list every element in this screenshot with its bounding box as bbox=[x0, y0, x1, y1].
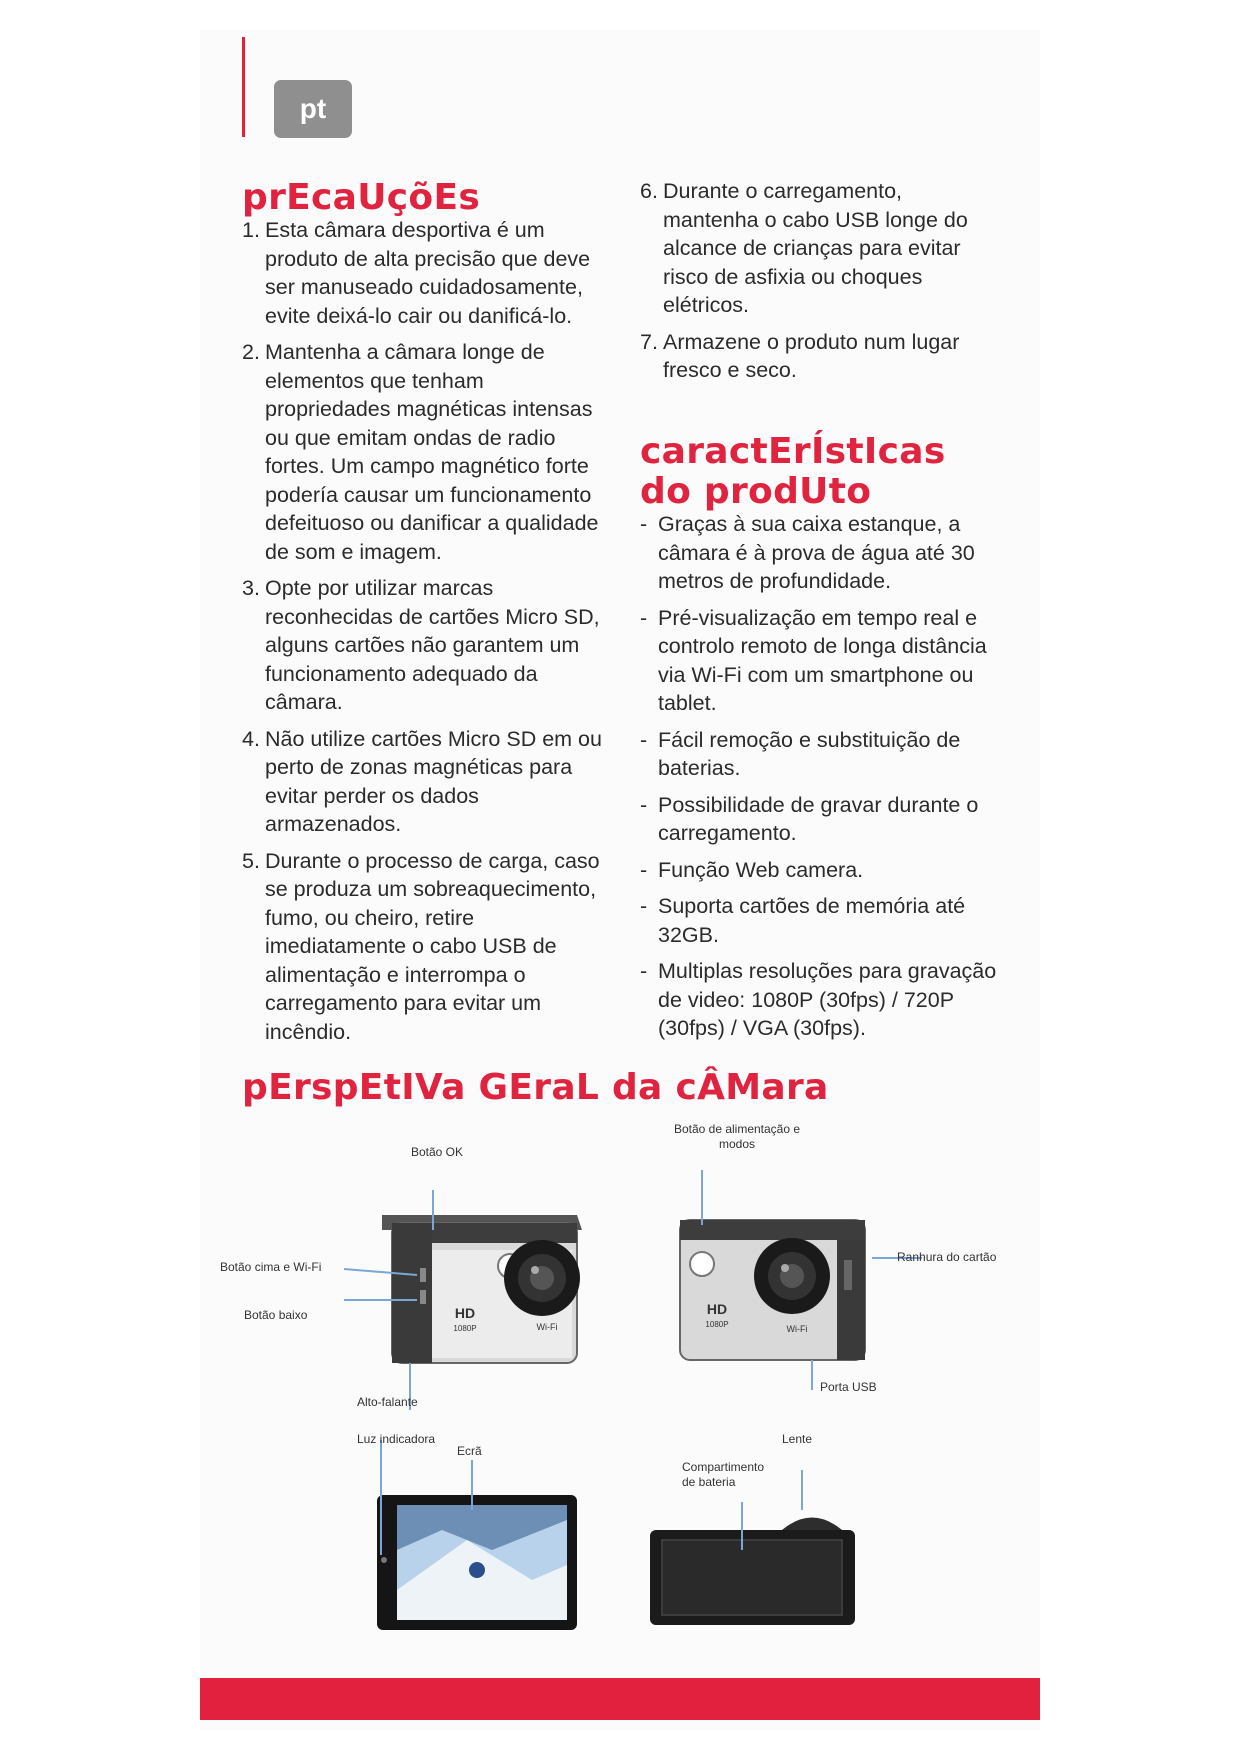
feature-item: - Fácil remoção e substituição de baterias. bbox=[640, 727, 961, 780]
camera-diagram bbox=[220, 1110, 1012, 1650]
precaution-item-3: 3. Opte por utilizar marcas reconhecidas de cartões Micro SD, alguns cartões não garantem um funcionamento adequado da câmara. bbox=[242, 576, 600, 714]
feature-item: - Possibilidade de gravar durante o carregamento. bbox=[640, 792, 979, 845]
features-list bbox=[640, 510, 1010, 1051]
footer-accent-bar bbox=[200, 1678, 1040, 1720]
speaker-label: Alto-falante bbox=[357, 1395, 418, 1409]
precaution-item-7: 7. Armazene o produto num lugar fresco e seco. bbox=[640, 329, 960, 382]
camera-resolution-print: 1080P bbox=[453, 1324, 477, 1333]
camera-front-left bbox=[382, 1215, 582, 1363]
feature-item: - Multiplas resoluções para gravação de video: 1080P (30fps) / 720P (30fps) / VGA (30fps). bbox=[640, 959, 997, 1040]
camera-hd-print: HD bbox=[454, 1305, 476, 1321]
camera-overview-title: pErspEtIVa GEraL da cÂMara bbox=[242, 1067, 829, 1108]
precaution-item-5: 5. Durante o processo de carga, caso se produza um sobreaquecimento, fumo, ou cheiro, retire imediatamente o cabo USB de alimentação e interrompa o carregamento para evitar um incêndio. bbox=[242, 848, 600, 1044]
precaution-item-2: 2. Mantenha a câmara longe de elementos que tenham propriedades magnéticas intensas ou que emitam ondas de radio fortes. Um campo magnético forte podería causar um funcionamento defeituoso ou danificar a qualidade de som e imagem. bbox=[242, 340, 599, 564]
camera-wifi-print: Wi-Fi bbox=[536, 1322, 558, 1332]
precautions-title: prEcaUçõEs bbox=[242, 177, 481, 218]
precaution-item-4: 4. Não utilize cartões Micro SD em ou perto de zonas magnéticas para evitar perder os dados armazenados. bbox=[242, 726, 602, 836]
up-wifi-button-label: Botão cima e Wi-Fi bbox=[220, 1260, 322, 1274]
precautions-list-left bbox=[242, 216, 602, 1054]
camera-front-right bbox=[680, 1220, 865, 1360]
feature-item: - Pré-visualização em tempo real e controlo remoto de longa distância via Wi-Fi com um smartphone ou tablet. bbox=[640, 605, 987, 715]
camera-resolution-print-right: 1080P bbox=[705, 1320, 729, 1329]
camera-bottom-battery bbox=[650, 1518, 855, 1626]
down-button-label: Botão baixo bbox=[244, 1308, 308, 1322]
precautions-list-right bbox=[640, 177, 985, 393]
battery-compartment-label: Compartimento de bateria bbox=[682, 1460, 765, 1489]
accent-side-bar bbox=[242, 37, 245, 137]
features-title-line-1: caractErÍstIcas bbox=[640, 431, 946, 472]
camera-back-screen bbox=[377, 1495, 577, 1630]
feature-item: - Função Web camera. bbox=[640, 857, 864, 882]
usb-port-label: Porta USB bbox=[820, 1380, 877, 1394]
precaution-item-6: 6. Durante o carregamento, mantenha o cabo USB longe do alcance de crianças para evitar risco de asfixia ou choques elétricos. bbox=[640, 179, 968, 317]
features-title-line-2: do prodUto bbox=[640, 471, 872, 512]
precaution-item-1: 1. Esta câmara desportiva é um produto de alta precisão que deve ser manuseado cuidadosamente, evite deixá-lo cair ou danificá-lo. bbox=[242, 218, 591, 328]
power-button-label: Botão de alimentação e modos bbox=[673, 1122, 801, 1151]
camera-hd-print-right: HD bbox=[706, 1301, 728, 1317]
language-badge: pt bbox=[274, 80, 352, 138]
ok-button-label: Botão OK bbox=[410, 1145, 464, 1159]
camera-wifi-print-right: Wi-Fi bbox=[786, 1324, 808, 1334]
features-title bbox=[640, 432, 946, 512]
feature-item: - Graças à sua caixa estanque, a câmara é à prova de água até 30 metros de profundidade. bbox=[640, 512, 975, 593]
feature-item: - Suporta cartões de memória até 32GB. bbox=[640, 894, 966, 947]
lens-label: Lente bbox=[782, 1432, 813, 1446]
screen-label: Ecrã bbox=[457, 1444, 482, 1458]
card-slot-label: Ranhura do cartão bbox=[897, 1250, 997, 1264]
indicator-light-label: Luz indicadora bbox=[357, 1432, 436, 1446]
